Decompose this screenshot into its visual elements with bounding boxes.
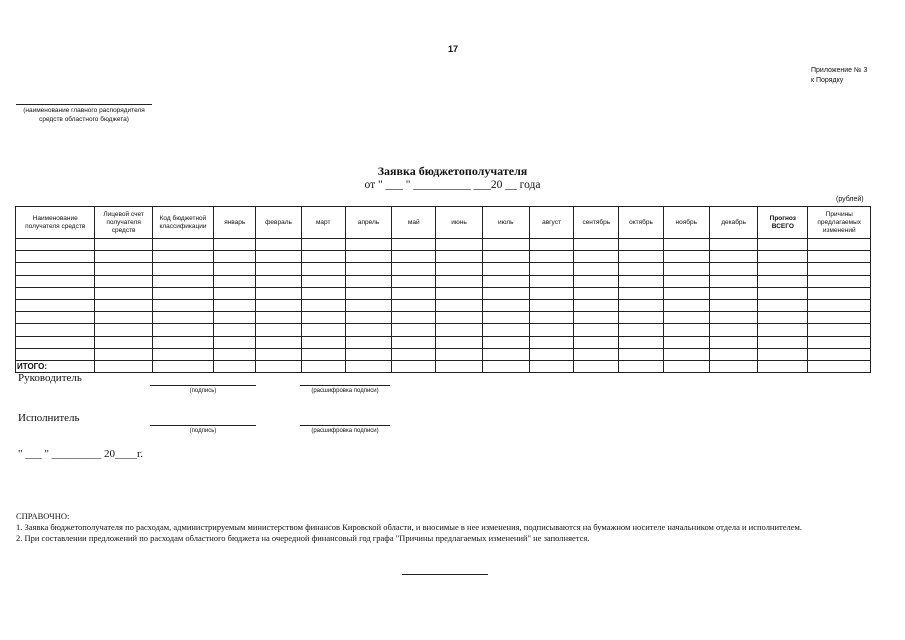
table-cell[interactable] <box>301 251 345 263</box>
table-cell[interactable] <box>392 312 436 324</box>
column-header-change-reasons: Причины предлагаемых изменений <box>808 207 871 239</box>
table-cell[interactable] <box>214 348 256 360</box>
table-cell[interactable] <box>301 287 345 299</box>
column-header-june: июнь <box>436 207 482 239</box>
table-cell[interactable] <box>152 299 213 311</box>
table-cell[interactable] <box>529 239 573 251</box>
table-cell[interactable] <box>345 312 391 324</box>
table-cell[interactable] <box>256 299 301 311</box>
column-header-may: май <box>392 207 436 239</box>
table-cell[interactable] <box>16 263 95 275</box>
table-cell[interactable] <box>152 239 213 251</box>
table-cell[interactable] <box>436 324 482 336</box>
table-cell[interactable] <box>95 287 152 299</box>
executor-signature-caption: (подпись) <box>189 428 217 434</box>
table-row <box>16 312 871 324</box>
table-cell[interactable] <box>214 299 256 311</box>
table-cell[interactable] <box>574 275 619 287</box>
appendix-line-1: Приложение № 3 <box>811 67 868 74</box>
table-cell[interactable] <box>574 312 619 324</box>
table-cell[interactable] <box>663 348 709 360</box>
table-cell[interactable] <box>214 275 256 287</box>
total-cell[interactable] <box>214 360 256 372</box>
table-cell[interactable] <box>214 251 256 263</box>
table-cell[interactable] <box>16 251 95 263</box>
table-cell[interactable] <box>529 251 573 263</box>
table-cell[interactable] <box>436 287 482 299</box>
column-header-recipient: Наименование получателя средств <box>16 207 95 239</box>
column-header-march: март <box>301 207 345 239</box>
table-cell[interactable] <box>152 275 213 287</box>
column-header-september: сентябрь <box>574 207 619 239</box>
table-cell[interactable] <box>709 336 757 348</box>
table-cell[interactable] <box>345 348 391 360</box>
table-cell[interactable] <box>345 336 391 348</box>
table-cell[interactable] <box>16 275 95 287</box>
table-cell[interactable] <box>709 275 757 287</box>
column-header-account: Лицевой счет получателя средств <box>95 207 152 239</box>
table-cell[interactable] <box>214 336 256 348</box>
table-cell[interactable] <box>709 348 757 360</box>
total-row <box>16 360 871 372</box>
table-cell[interactable] <box>345 324 391 336</box>
closing-line <box>402 574 488 575</box>
table-cell[interactable] <box>16 239 95 251</box>
table-cell[interactable] <box>152 336 213 348</box>
table-cell[interactable] <box>709 263 757 275</box>
table-cell[interactable] <box>482 239 529 251</box>
executor-decode-line <box>300 425 390 426</box>
table-cell[interactable] <box>482 287 529 299</box>
table-cell[interactable] <box>214 239 256 251</box>
table-row <box>16 348 871 360</box>
table-cell[interactable] <box>392 239 436 251</box>
table-cell[interactable] <box>436 312 482 324</box>
table-cell[interactable] <box>95 263 152 275</box>
table-cell[interactable] <box>663 299 709 311</box>
reference-item-2: 2. При составлении предложений по расходам областного бюджета на очередной финансовый год графа "Причины предлагаемых изменений" не заполняется. <box>16 533 590 543</box>
total-cell[interactable] <box>574 360 619 372</box>
table-cell[interactable] <box>482 275 529 287</box>
total-cell[interactable] <box>152 360 213 372</box>
executor-label: Исполнитель <box>18 412 80 424</box>
table-cell[interactable] <box>95 251 152 263</box>
table-cell[interactable] <box>482 263 529 275</box>
table-cell[interactable] <box>758 348 808 360</box>
table-cell[interactable] <box>152 287 213 299</box>
table-cell[interactable] <box>619 251 663 263</box>
table-cell[interactable] <box>436 251 482 263</box>
table-cell[interactable] <box>16 348 95 360</box>
table-cell[interactable] <box>392 299 436 311</box>
table-cell[interactable] <box>574 239 619 251</box>
table-cell[interactable] <box>529 324 573 336</box>
table-cell[interactable] <box>529 348 573 360</box>
table-cell[interactable] <box>758 275 808 287</box>
table-cell[interactable] <box>758 324 808 336</box>
total-cell[interactable] <box>436 360 482 372</box>
table-cell[interactable] <box>256 287 301 299</box>
table-cell[interactable] <box>301 312 345 324</box>
table-row <box>16 336 871 348</box>
table-cell[interactable] <box>95 324 152 336</box>
table-cell[interactable] <box>619 263 663 275</box>
table-cell[interactable] <box>301 299 345 311</box>
appendix-note <box>811 66 867 86</box>
table-cell[interactable] <box>152 348 213 360</box>
table-cell[interactable] <box>663 239 709 251</box>
table-cell[interactable] <box>95 299 152 311</box>
table-cell[interactable] <box>619 299 663 311</box>
table-cell[interactable] <box>16 287 95 299</box>
table-row <box>16 251 871 263</box>
table-cell[interactable] <box>152 312 213 324</box>
total-cell[interactable] <box>95 360 152 372</box>
table-cell[interactable] <box>482 324 529 336</box>
total-cell[interactable] <box>808 360 871 372</box>
table-cell[interactable] <box>619 348 663 360</box>
table-cell[interactable] <box>95 312 152 324</box>
total-cell[interactable] <box>345 360 391 372</box>
table-header-row <box>16 207 871 239</box>
table-cell[interactable] <box>256 263 301 275</box>
table-cell[interactable] <box>436 348 482 360</box>
table-cell[interactable] <box>529 299 573 311</box>
table-cell[interactable] <box>436 239 482 251</box>
table-cell[interactable] <box>214 287 256 299</box>
table-cell[interactable] <box>574 287 619 299</box>
column-header-february: февраль <box>256 207 301 239</box>
head-decode-line <box>300 385 390 386</box>
table-cell[interactable] <box>345 287 391 299</box>
table-cell[interactable] <box>758 312 808 324</box>
reference-item-1: 1. Заявка бюджетополучателя по расходам, администрируемым министерством финансов Кировской области, и вносимые в нее изменения, подписываются на бумажном носителе начальником отдела и исполнителем. <box>16 522 803 532</box>
table-cell[interactable] <box>709 239 757 251</box>
table-cell[interactable] <box>619 312 663 324</box>
total-label: ИТОГО: <box>16 360 95 372</box>
total-cell[interactable] <box>392 360 436 372</box>
column-header-forecast-total: Прогноз ВСЕГО <box>758 207 808 239</box>
table-row <box>16 239 871 251</box>
table-cell[interactable] <box>619 239 663 251</box>
column-header-january: январь <box>214 207 256 239</box>
table-cell[interactable] <box>808 251 871 263</box>
page-number: 17 <box>448 44 459 54</box>
table-cell[interactable] <box>256 312 301 324</box>
table-cell[interactable] <box>758 239 808 251</box>
table-cell[interactable] <box>808 275 871 287</box>
table-cell[interactable] <box>529 312 573 324</box>
table-cell[interactable] <box>436 275 482 287</box>
signature-date: " ___ " _________ 20____г. <box>18 448 144 460</box>
document-date-line: от " ___ " __________ ___20 __ года <box>364 179 541 191</box>
table-cell[interactable] <box>301 348 345 360</box>
table-cell[interactable] <box>392 263 436 275</box>
table-cell[interactable] <box>214 263 256 275</box>
table-cell[interactable] <box>663 324 709 336</box>
column-header-november: ноябрь <box>663 207 709 239</box>
table-cell[interactable] <box>529 263 573 275</box>
table-cell[interactable] <box>758 287 808 299</box>
table-cell[interactable] <box>529 275 573 287</box>
table-cell[interactable] <box>345 275 391 287</box>
table-cell[interactable] <box>214 312 256 324</box>
executor-signature-line <box>150 425 256 426</box>
document-title: Заявка бюджетополучателя <box>377 164 528 178</box>
table-row <box>16 299 871 311</box>
executor-decode-caption: (расшифровка подписи) <box>311 428 379 434</box>
table-cell[interactable] <box>301 336 345 348</box>
organization-caption: (наименование главного распорядителя средств областного бюджета) <box>23 107 145 123</box>
column-header-december: декабрь <box>709 207 757 239</box>
reference-section <box>16 511 896 544</box>
table-cell[interactable] <box>663 336 709 348</box>
table-cell[interactable] <box>256 275 301 287</box>
appendix-line-2: к Порядку <box>811 77 844 84</box>
table-cell[interactable] <box>663 275 709 287</box>
table-cell[interactable] <box>16 336 95 348</box>
table-cell[interactable] <box>214 324 256 336</box>
table-cell[interactable] <box>256 239 301 251</box>
table-cell[interactable] <box>345 251 391 263</box>
table-cell[interactable] <box>808 348 871 360</box>
table-cell[interactable] <box>152 324 213 336</box>
table-cell[interactable] <box>392 251 436 263</box>
table-cell[interactable] <box>301 324 345 336</box>
table-cell[interactable] <box>16 324 95 336</box>
reference-heading: СПРАВОЧНО: <box>16 511 70 521</box>
column-header-october: октябрь <box>619 207 663 239</box>
head-label: Руководитель <box>18 372 82 384</box>
table-cell[interactable] <box>392 336 436 348</box>
table-cell[interactable] <box>256 324 301 336</box>
table-cell[interactable] <box>574 263 619 275</box>
table-body <box>16 239 871 373</box>
total-cell[interactable] <box>529 360 573 372</box>
table-cell[interactable] <box>301 275 345 287</box>
table-cell[interactable] <box>345 239 391 251</box>
table-row <box>16 275 871 287</box>
table-cell[interactable] <box>808 287 871 299</box>
table-cell[interactable] <box>16 312 95 324</box>
table-row <box>16 263 871 275</box>
total-cell[interactable] <box>301 360 345 372</box>
column-header-april: апрель <box>345 207 391 239</box>
head-signature-line <box>150 385 256 386</box>
table-cell[interactable] <box>709 251 757 263</box>
table-cell[interactable] <box>574 299 619 311</box>
table-cell[interactable] <box>392 324 436 336</box>
table-cell[interactable] <box>619 324 663 336</box>
total-cell[interactable] <box>256 360 301 372</box>
table-cell[interactable] <box>529 336 573 348</box>
request-table <box>15 206 871 373</box>
table-cell[interactable] <box>301 239 345 251</box>
column-header-august: август <box>529 207 573 239</box>
table-cell[interactable] <box>256 348 301 360</box>
table-cell[interactable] <box>482 299 529 311</box>
table-cell[interactable] <box>345 263 391 275</box>
table-cell[interactable] <box>808 336 871 348</box>
head-decode-caption: (расшифровка подписи) <box>311 388 379 394</box>
units-label: (рублей) <box>836 196 864 203</box>
table-cell[interactable] <box>758 251 808 263</box>
table-cell[interactable] <box>808 312 871 324</box>
table-cell[interactable] <box>16 299 95 311</box>
table-cell[interactable] <box>663 312 709 324</box>
table-cell[interactable] <box>663 287 709 299</box>
column-header-budget-code: Код бюджетной классификации <box>152 207 213 239</box>
table-cell[interactable] <box>758 336 808 348</box>
table-cell[interactable] <box>758 263 808 275</box>
table-cell[interactable] <box>345 299 391 311</box>
table-cell[interactable] <box>619 287 663 299</box>
table-cell[interactable] <box>619 275 663 287</box>
total-cell[interactable] <box>482 360 529 372</box>
table-cell[interactable] <box>152 251 213 263</box>
table-cell[interactable] <box>808 299 871 311</box>
table-cell[interactable] <box>808 239 871 251</box>
table-cell[interactable] <box>709 287 757 299</box>
table-cell[interactable] <box>95 239 152 251</box>
table-cell[interactable] <box>95 275 152 287</box>
table-cell[interactable] <box>95 348 152 360</box>
table-cell[interactable] <box>709 324 757 336</box>
table-cell[interactable] <box>256 251 301 263</box>
table-cell[interactable] <box>436 336 482 348</box>
table-cell[interactable] <box>709 312 757 324</box>
table-cell[interactable] <box>482 251 529 263</box>
table-cell[interactable] <box>709 299 757 311</box>
table-cell[interactable] <box>392 287 436 299</box>
table-cell[interactable] <box>808 263 871 275</box>
table-cell[interactable] <box>619 336 663 348</box>
table-cell[interactable] <box>808 324 871 336</box>
table-cell[interactable] <box>574 348 619 360</box>
total-cell[interactable] <box>758 360 808 372</box>
table-cell[interactable] <box>95 336 152 348</box>
total-cell[interactable] <box>663 360 709 372</box>
table-cell[interactable] <box>529 287 573 299</box>
table-cell[interactable] <box>663 251 709 263</box>
table-cell[interactable] <box>482 336 529 348</box>
table-cell[interactable] <box>301 263 345 275</box>
table-cell[interactable] <box>758 299 808 311</box>
table-cell[interactable] <box>663 263 709 275</box>
table-cell[interactable] <box>574 324 619 336</box>
table-cell[interactable] <box>574 336 619 348</box>
head-signature-caption: (подпись) <box>189 388 217 394</box>
table-cell[interactable] <box>436 263 482 275</box>
column-header-july: июль <box>482 207 529 239</box>
table-cell[interactable] <box>482 348 529 360</box>
total-cell[interactable] <box>619 360 663 372</box>
table-cell[interactable] <box>392 348 436 360</box>
organization-field-line <box>16 104 152 105</box>
table-cell[interactable] <box>152 263 213 275</box>
total-cell[interactable] <box>709 360 757 372</box>
table-row <box>16 287 871 299</box>
table-row <box>16 324 871 336</box>
table-cell[interactable] <box>436 299 482 311</box>
table-cell[interactable] <box>482 312 529 324</box>
table-cell[interactable] <box>574 251 619 263</box>
table-cell[interactable] <box>256 336 301 348</box>
table-cell[interactable] <box>392 275 436 287</box>
